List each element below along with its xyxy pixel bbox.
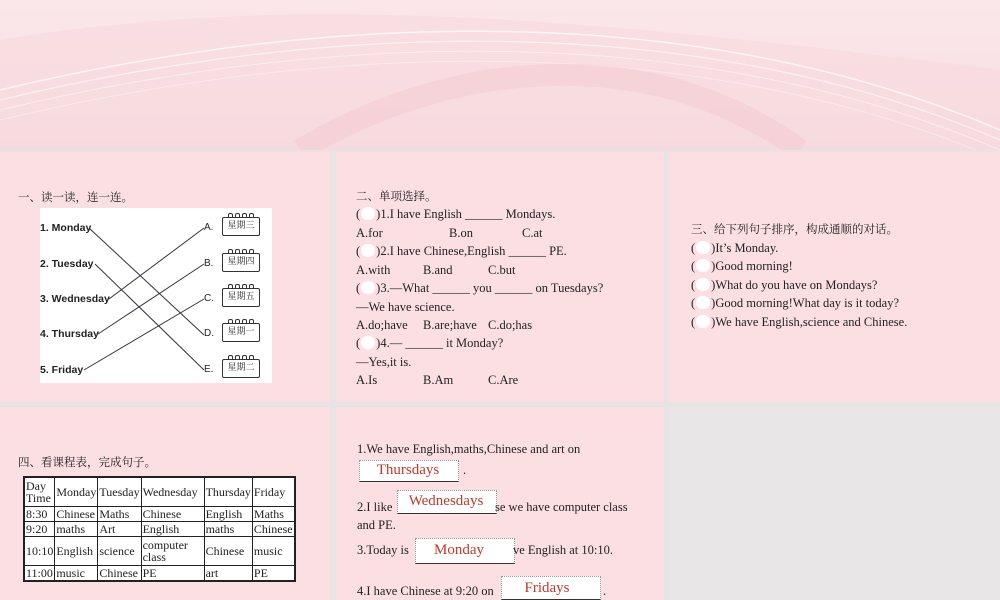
calendar-icon (220, 319, 260, 341)
order-text: We have English,science and Chinese. (715, 315, 908, 329)
question-4: ( )4.— ______ it Monday? (356, 336, 504, 350)
time-cell: 11:00 (26, 566, 53, 580)
complete-q4-end: . (603, 584, 607, 598)
complete-q1-end: . (463, 463, 467, 477)
question-text: 4.— ______ it Monday? (380, 336, 504, 350)
table-cell: Art (98, 522, 141, 537)
q3-reply: —We have science. (356, 300, 455, 314)
header-cell: Wednesday (141, 477, 204, 507)
day-label-1: 1. Monday (40, 222, 92, 234)
q1-option-b: B.on (449, 226, 473, 240)
day-label-5: 5. Friday (40, 364, 84, 376)
table-cell: Maths (98, 507, 141, 522)
table-cell: science (98, 537, 141, 566)
order-text: Good morning! (715, 259, 793, 273)
time-cell: 10:10 (24, 537, 55, 566)
complete-q2-text: 2.I like (357, 500, 393, 514)
answer-1: Thursdays (376, 462, 440, 478)
complete-q4-text: 4.I have Chinese at 9:20 on (357, 584, 494, 598)
order-paren[interactable] (696, 278, 710, 291)
day-label-2: 2. Tuesday (40, 258, 94, 270)
order-item-5: ( )We have English,science and Chinese. (691, 315, 908, 329)
section-order-panel (669, 152, 1000, 402)
table-cell: English (55, 537, 98, 566)
complete-q2-text-b: se we have computer class (495, 500, 628, 514)
table-row (24, 507, 295, 522)
calendar-icon (220, 355, 260, 377)
order-text: What do you have on Mondays? (715, 278, 878, 292)
order-item-2: ( )Good morning! (691, 259, 793, 273)
calendar-label: 星期四 (222, 253, 260, 272)
order-paren[interactable] (696, 315, 710, 328)
q2-option-b: B.and (423, 263, 453, 277)
option-letter-e: E. (204, 364, 214, 375)
answer-2: Wednesdays (408, 493, 484, 509)
calendar-icon (220, 249, 260, 271)
order-text: Good morning!What day is it today? (715, 296, 899, 310)
option-letter-d: D. (204, 328, 214, 339)
calendar-label: 星期三 (222, 217, 260, 236)
section4-title: 四、看课程表，完成句子。 (18, 455, 156, 469)
complete-q2-text-c: and PE. (357, 518, 396, 532)
question-3: ( )3.—What ______ you ______ on Tuesdays? (356, 281, 604, 295)
question-text: 3.—What ______ you ______ on Tuesdays? (380, 281, 604, 295)
day-label-3: 3. Wednesday (40, 293, 110, 305)
table-row (24, 537, 295, 566)
decorative-waves (0, 0, 1000, 150)
q2-option-a: A.with (356, 263, 391, 277)
schedule-table (23, 476, 296, 582)
question-2: ( )2.I have Chinese,English ______ PE. (356, 244, 567, 258)
answer-3: Monday (434, 542, 484, 558)
table-cell: maths (204, 522, 252, 537)
question-1: ( )1.I have English ______ Mondays. (356, 207, 556, 221)
order-item-3: ( )What do you have on Mondays? (691, 278, 878, 292)
order-item-4: ( )Good morning!What day is it today? (691, 296, 899, 310)
corner-cell: Day Time (24, 477, 55, 507)
answer-paren[interactable] (361, 336, 375, 349)
complete-q1-text: 1.We have English,maths,Chinese and art on (357, 442, 581, 456)
order-item-1: ( )It’s Monday. (691, 241, 779, 255)
table-cell: English (204, 507, 252, 522)
question-text: 1.I have English ______ Mondays. (380, 207, 556, 221)
table-row (24, 566, 295, 582)
order-text: It’s Monday. (715, 241, 779, 255)
header-cell: Monday (55, 477, 98, 507)
order-paren[interactable] (696, 296, 710, 309)
section1-title: 一、读一读，连一连。 (18, 190, 133, 204)
order-paren[interactable] (696, 241, 710, 254)
calendar-label: 星期一 (222, 323, 260, 342)
option-letter-b: B. (204, 258, 214, 269)
answer-paren[interactable] (361, 281, 375, 294)
q3-option-c: C.do;has (488, 318, 533, 332)
calendar-icon (220, 213, 260, 235)
complete-q3-text-b: ve English at 10:10. (513, 543, 613, 557)
day-label-4: 4. Thursday (40, 328, 99, 340)
empty-panel (669, 407, 1000, 600)
q4-option-b: B.Am (423, 373, 454, 387)
calendar-icon (220, 284, 260, 306)
q4-option-a: A.Is (356, 373, 378, 387)
table-cell: maths (55, 522, 98, 537)
section2-title: 二、单项选择。 (356, 189, 437, 203)
q1-option-a: A.for (356, 226, 383, 240)
header-cell: Tuesday (98, 477, 141, 507)
matching-exercise (40, 208, 272, 383)
header-banner (0, 0, 1000, 150)
q1-option-c: C.at (522, 226, 543, 240)
calendar-label: 星期二 (222, 359, 260, 378)
header-cell: Thursday (204, 477, 252, 507)
table-cell: art (204, 566, 252, 582)
order-paren[interactable] (696, 259, 710, 272)
table-cell: PE (141, 566, 204, 582)
answer-paren[interactable] (361, 207, 375, 220)
table-cell: music (252, 537, 294, 566)
table-cell: Maths (252, 507, 294, 522)
q3-option-a: A.do;have (356, 318, 408, 332)
option-letter-a: A. (204, 222, 214, 233)
answer-4: Fridays (524, 580, 570, 596)
table-cell: English (141, 522, 204, 537)
table-cell: Chinese (253, 522, 293, 536)
q4-option-c: C.Are (488, 373, 519, 387)
table-cell: computer class (141, 537, 204, 566)
complete-q3-text: 3.Today is (357, 543, 409, 557)
table-cell: Chinese (204, 537, 252, 566)
calendar-label: 星期五 (222, 288, 260, 307)
time-cell: 9:20 (24, 522, 55, 537)
table-cell: Chinese (55, 507, 98, 522)
q2-option-c: C.but (488, 263, 516, 277)
option-letter-c: C. (204, 293, 214, 304)
table-cell: music (55, 566, 98, 582)
table-row (24, 522, 295, 537)
q4-reply: —Yes,it is. (356, 355, 412, 369)
section3-title: 三、给下列句子排序，构成通顺的对话。 (691, 222, 898, 236)
table-cell: Chinese (141, 507, 204, 522)
answer-paren[interactable] (361, 244, 375, 257)
table-cell: Chinese (98, 566, 141, 582)
time-cell: 8:30 (24, 507, 55, 522)
question-text: 2.I have Chinese,English ______ PE. (380, 244, 567, 258)
table-cell: PE (252, 566, 294, 582)
header-cell: Friday (252, 477, 294, 507)
table-header-row (24, 477, 295, 507)
q3-option-b: B.are;have (423, 318, 477, 332)
